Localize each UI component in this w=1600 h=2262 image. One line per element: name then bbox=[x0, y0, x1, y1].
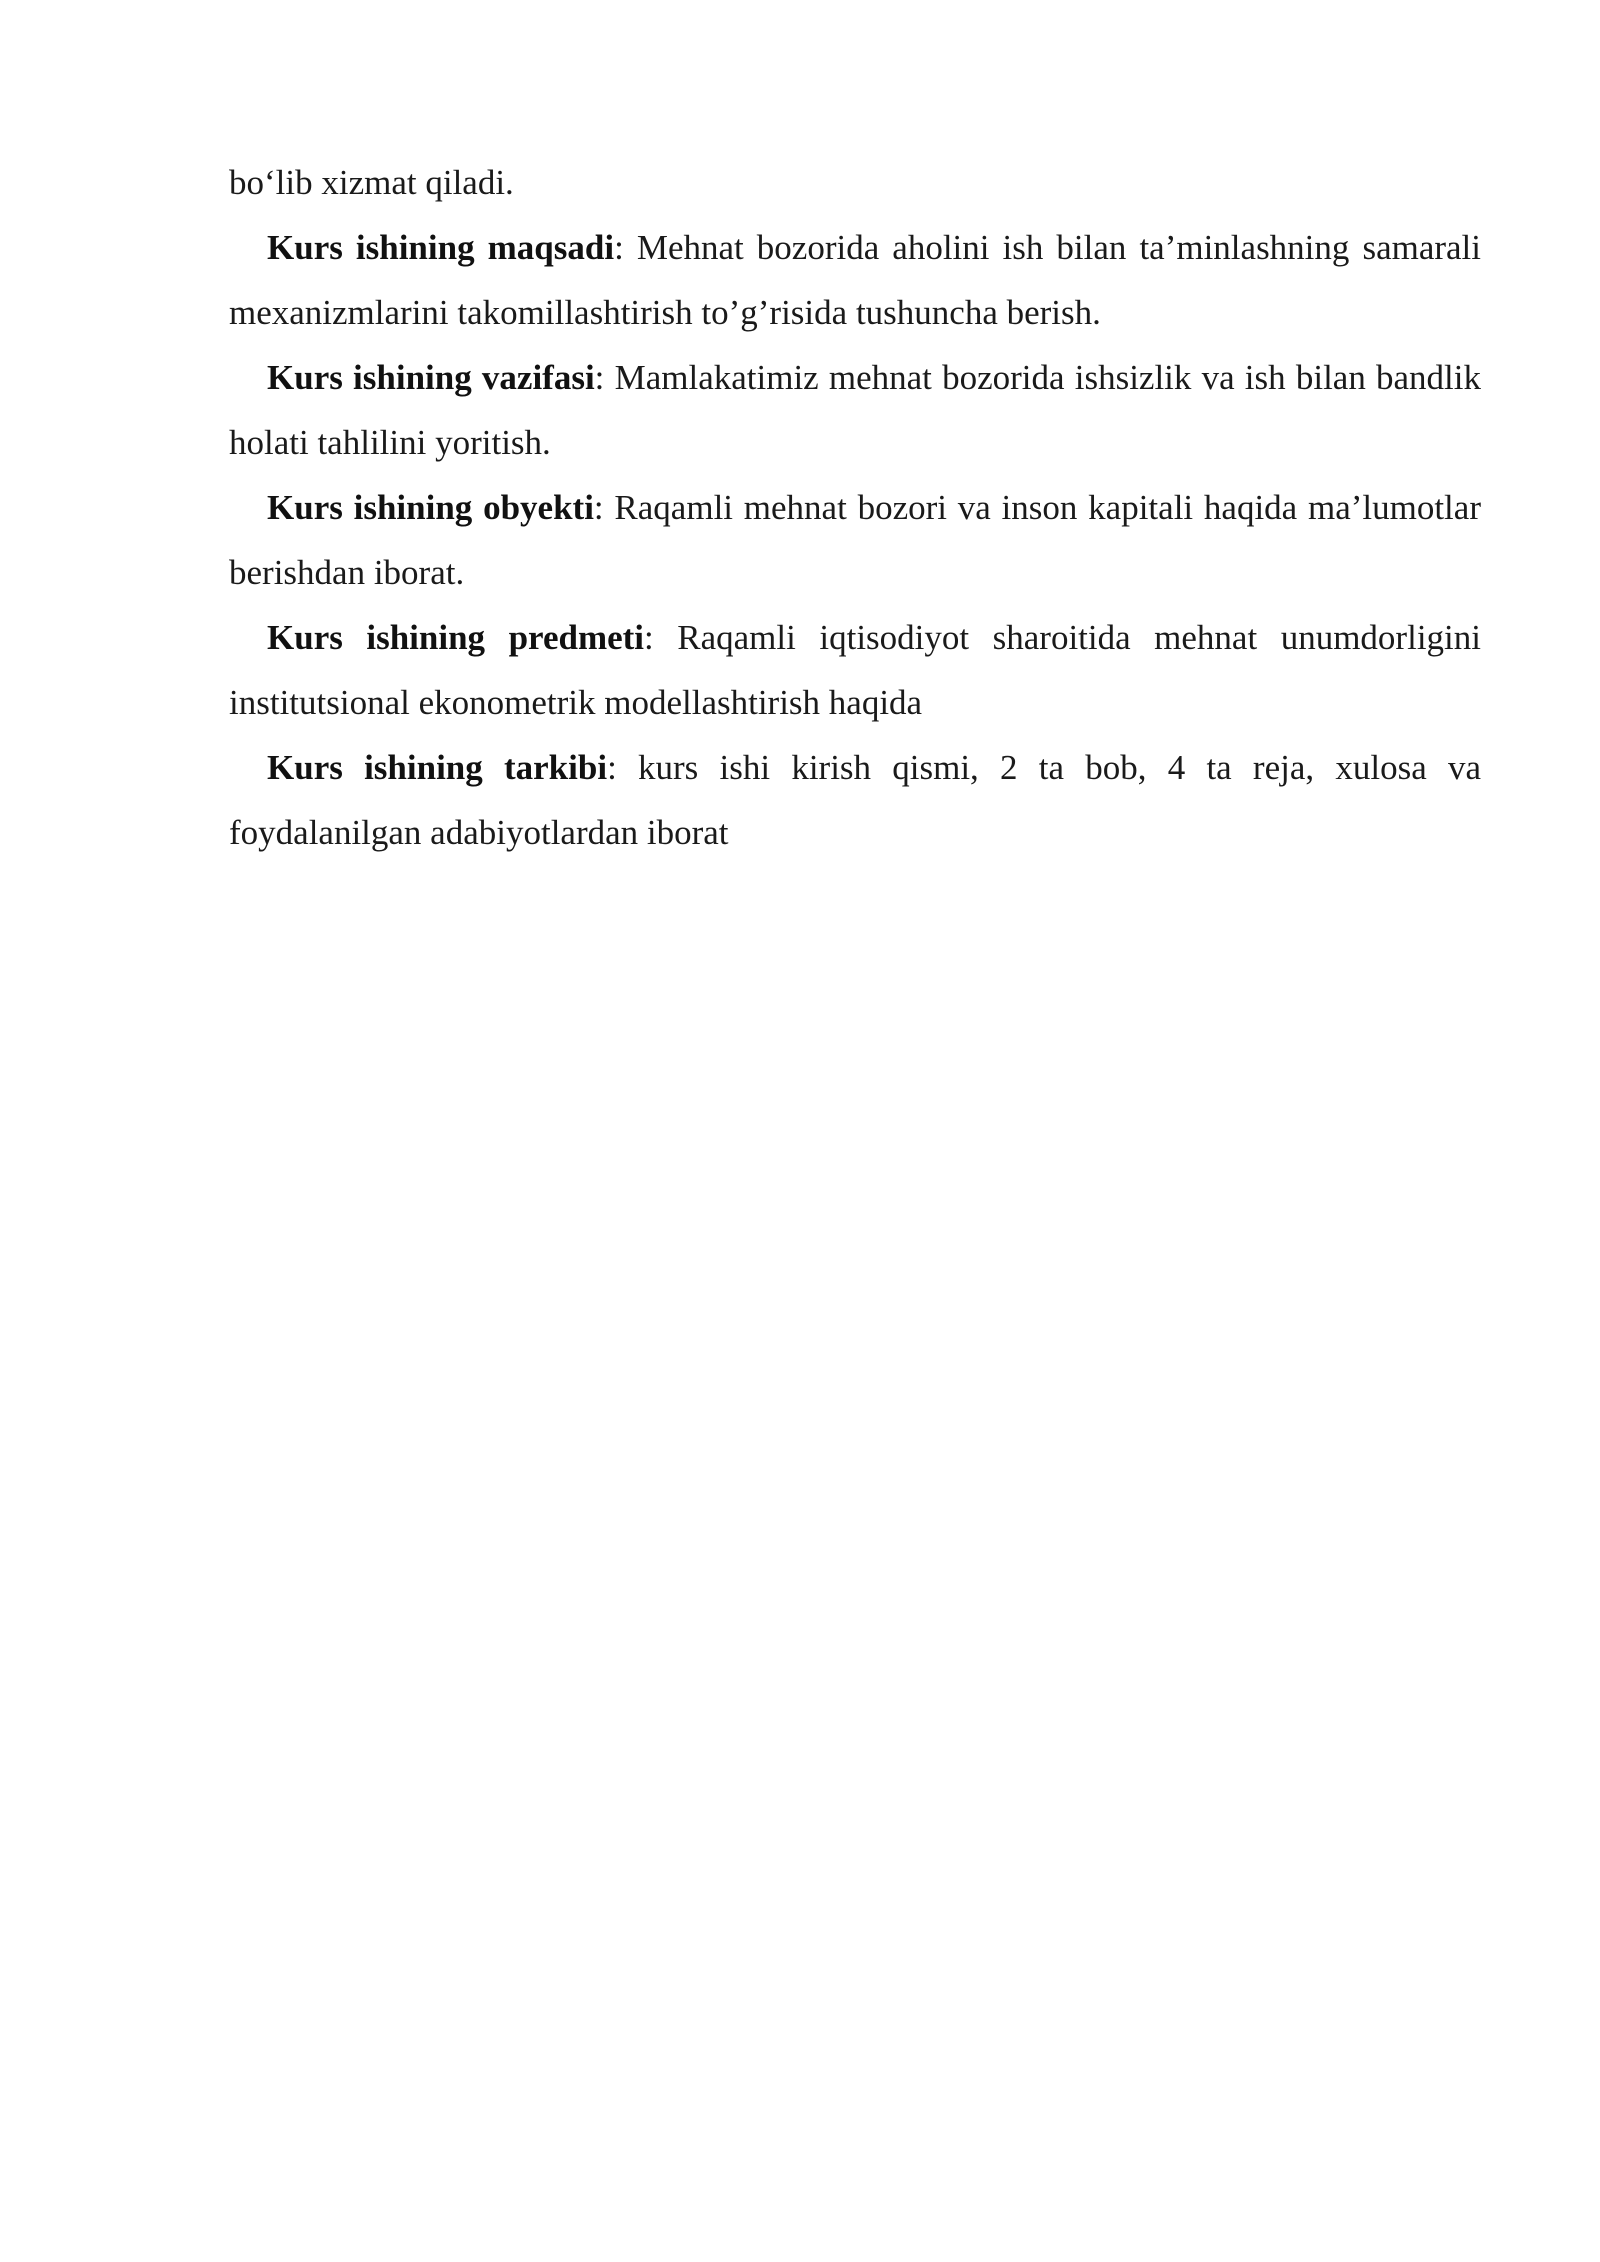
term-maqsadi: Kurs ishining maqsadi bbox=[267, 228, 615, 267]
continuation-paragraph bbox=[229, 150, 1481, 215]
paragraph-obyekti bbox=[229, 475, 1481, 605]
paragraph-predmeti bbox=[229, 605, 1481, 735]
paragraph-maqsadi bbox=[229, 215, 1481, 345]
paragraph-text: Raqamli iqtisodiyot sharoitida mehnat unumdorligini institutsional ekonometrik modellashtirish haqida bbox=[229, 618, 1481, 722]
paragraph-text: Mehnat bozorida aholini ish bilan ta’minlashning samarali mexanizmlarini takomillashtirish to’g’risida tushuncha berish. bbox=[229, 228, 1482, 332]
paragraph-vazifasi bbox=[229, 345, 1481, 475]
term-predmeti: Kurs ishining predmeti bbox=[267, 618, 645, 657]
paragraph-text: kurs ishi kirish qismi, 2 ta bob, 4 ta reja, xulosa va foydalanilgan adabiyotlardan iborat bbox=[229, 748, 1481, 852]
continuation-text: bo‘lib xizmat qiladi. bbox=[229, 163, 514, 202]
document-body bbox=[229, 150, 1481, 865]
separator: : bbox=[593, 488, 604, 527]
term-obyekti: Kurs ishining obyekti bbox=[267, 488, 594, 527]
paragraph-text: Mamlakatimiz mehnat bozorida ishsizlik va ish bilan bandlik holati tahlilini yoritish. bbox=[229, 358, 1481, 462]
paragraph-tarkibi bbox=[229, 735, 1481, 865]
separator: : bbox=[594, 358, 605, 397]
term-vazifasi: Kurs ishining vazifasi bbox=[267, 358, 595, 397]
term-tarkibi: Kurs ishining tarkibi bbox=[267, 748, 608, 787]
paragraph-text: Raqamli mehnat bozori va inson kapitali haqida ma’lumotlar berishdan iborat. bbox=[229, 488, 1481, 592]
separator: : bbox=[644, 618, 654, 657]
separator: : bbox=[607, 748, 617, 787]
separator: : bbox=[614, 228, 624, 267]
